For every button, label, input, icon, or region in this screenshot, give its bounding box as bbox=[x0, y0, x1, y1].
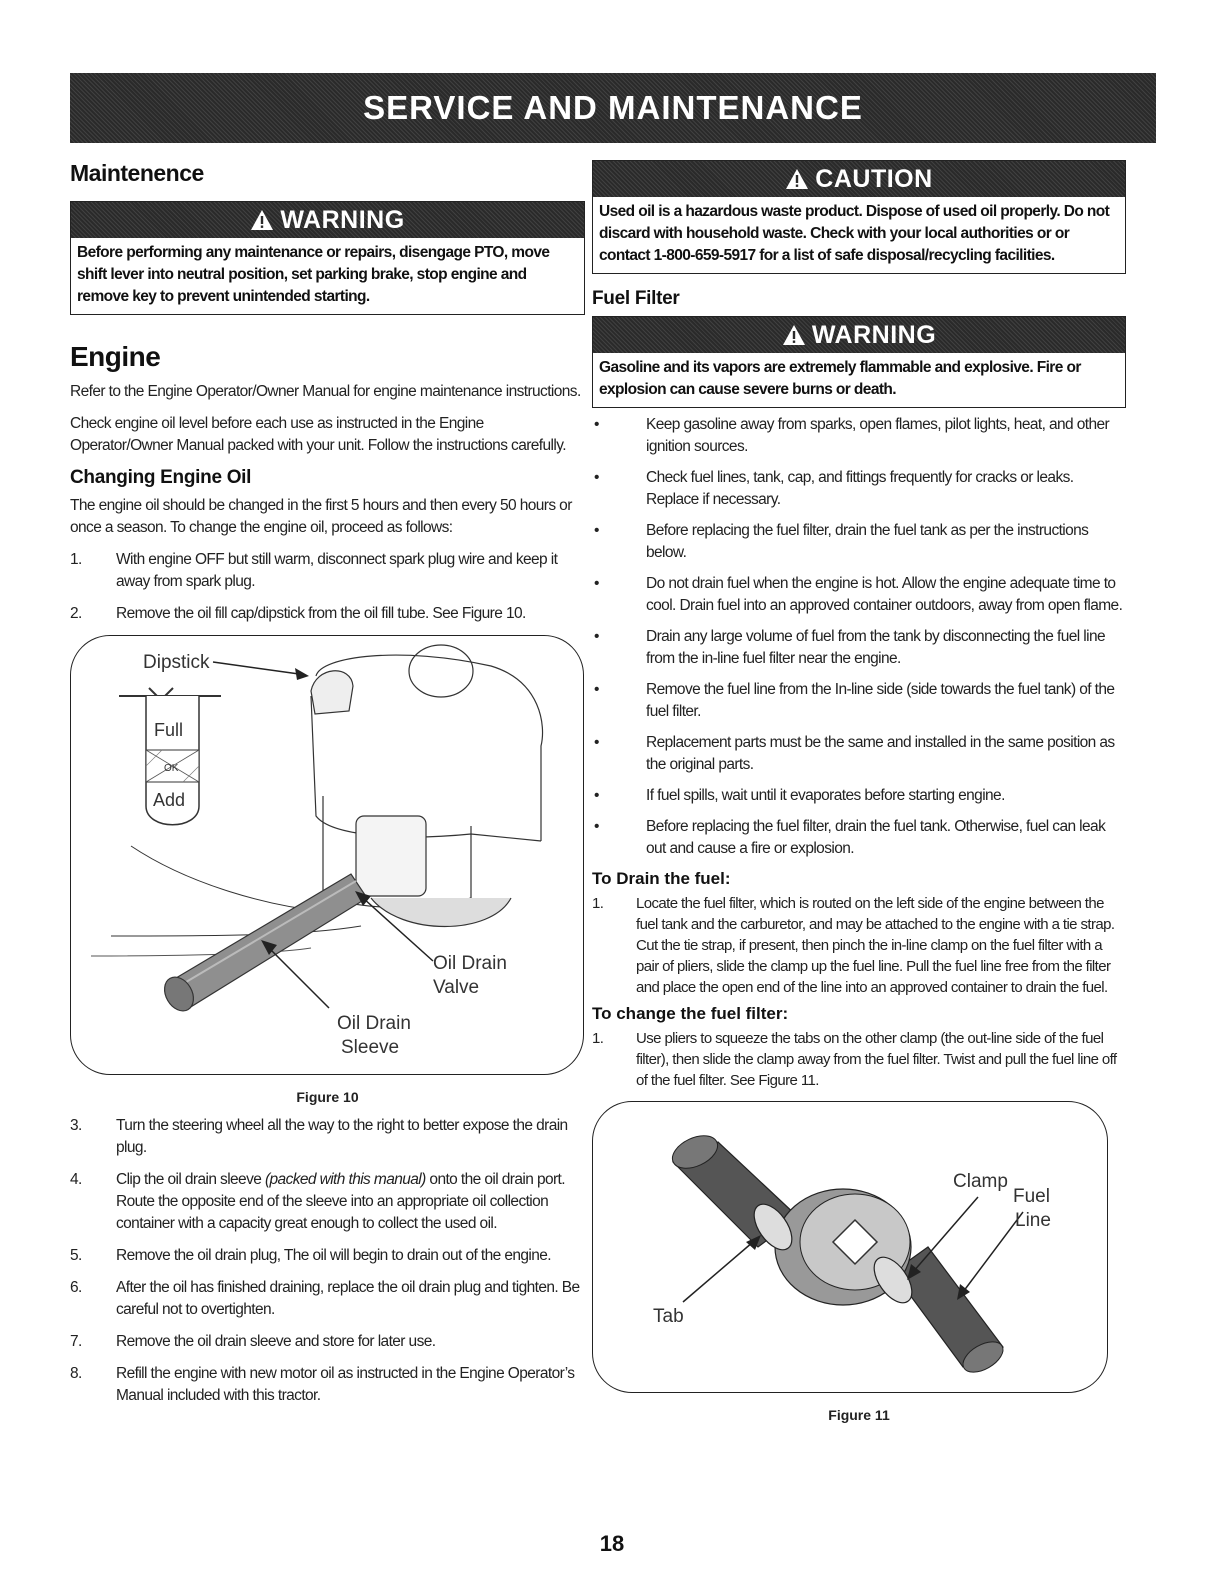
step-number: 2. bbox=[70, 605, 82, 622]
oil-drain-sleeve-label-line1: Oil Drain bbox=[337, 1013, 411, 1034]
step-number: 8. bbox=[70, 1365, 82, 1382]
bullet: • bbox=[594, 681, 599, 698]
warning-triangle-icon bbox=[250, 209, 274, 231]
oil-drain-valve-label-line1: Oil Drain bbox=[433, 953, 507, 974]
engine-paragraph-1: Refer to the Engine Operator/Owner Manual for engine maintenance instructions. bbox=[70, 383, 581, 400]
add-label: Add bbox=[153, 790, 186, 810]
change-filter-steps bbox=[592, 1028, 1126, 1091]
warning-text: Before performing any maintenance or repairs, disengage PTO, move shift lever into neutral position, set parking brake, stop engine and remove key to prevent unintended starting. bbox=[77, 244, 550, 305]
list-item bbox=[592, 520, 1126, 564]
step-text: Remove the oil fill cap/dipstick from the oil fill tube. See Figure 10. bbox=[116, 605, 526, 622]
step-text-part: Clip the oil drain sleeve bbox=[116, 1171, 265, 1188]
dipstick-arrowhead bbox=[295, 668, 309, 680]
ok-label: OK bbox=[164, 763, 179, 774]
step-text-part: onto the oil drain port. Route the opposite end of the sleeve into an appropriate oil collection container with a capacity great enough to collect the used oil. bbox=[116, 1171, 565, 1232]
caution-box bbox=[592, 160, 1126, 274]
step-number: 4. bbox=[70, 1171, 82, 1188]
dipstick-cap bbox=[311, 671, 353, 714]
step-text: Refill the engine with new motor oil as instructed in the Engine Operator’s Manual included with this tractor. bbox=[116, 1365, 575, 1404]
step-text-emphasis: (packed with this manual) bbox=[264, 1171, 426, 1188]
list-item bbox=[592, 573, 1126, 617]
engine-paragraph-2: Check engine oil level before each use as instructed in the Engine Operator/Owner Manual packed with your unit. Follow the instructions carefully. bbox=[70, 415, 566, 454]
list-item bbox=[70, 1169, 585, 1235]
caution-title: CAUTION bbox=[815, 164, 933, 193]
change-filter-heading: To change the fuel filter: bbox=[592, 1004, 789, 1023]
bullet: • bbox=[594, 628, 599, 645]
list-item bbox=[70, 1331, 585, 1353]
bullet-text: Drain any large volume of fuel from the tank by disconnecting the fuel line from the in-line fuel filter near the engine. bbox=[646, 628, 1106, 667]
figure-11-caption: Figure 11 bbox=[828, 1407, 890, 1423]
fuel-line-label-line2: Line bbox=[1015, 1210, 1051, 1231]
bullet: • bbox=[594, 522, 599, 539]
bullet-text: Before replacing the fuel filter, drain the fuel tank as per the instructions below. bbox=[646, 522, 1089, 561]
engine-base bbox=[371, 898, 511, 927]
fuel-line-lower bbox=[893, 1247, 1008, 1378]
changing-oil-paragraph: The engine oil should be changed in the first 5 hours and then every 50 hours or once a season. To change the engine oil, proceed as follows: bbox=[70, 497, 572, 536]
fuel-warning-text: Gasoline and its vapors are extremely flammable and explosive. Fire or explosion can cause severe burns or death. bbox=[599, 359, 1081, 398]
bullet: • bbox=[594, 734, 599, 751]
step-text: Remove the oil drain plug, The oil will begin to drain out of the engine. bbox=[116, 1247, 551, 1264]
list-item bbox=[592, 679, 1126, 723]
bullet: • bbox=[594, 787, 599, 804]
list-item bbox=[70, 1277, 585, 1321]
figure-10-caption: Figure 10 bbox=[296, 1089, 359, 1105]
fill-tube-opening bbox=[409, 645, 473, 697]
bullet-text: Replacement parts must be the same and installed in the same position as the original parts. bbox=[646, 734, 1115, 773]
warning-header bbox=[71, 202, 584, 238]
fuel-line-leader-line bbox=[963, 1212, 1023, 1292]
left-column bbox=[70, 160, 585, 1417]
dipstick-label: Dipstick bbox=[143, 652, 210, 673]
step-text: After the oil has finished draining, replace the oil drain plug and tighten. Be careful not to overtighten. bbox=[116, 1279, 580, 1318]
step-text: Turn the steering wheel all the way to the right to better expose the drain plug. bbox=[116, 1117, 568, 1156]
fuel-filter-illustration bbox=[593, 1102, 1107, 1392]
right-column bbox=[592, 160, 1126, 1433]
bullet-text: Remove the fuel line from the In-line side (side towards the fuel tank) of the fuel filter. bbox=[646, 681, 1115, 720]
fuel-safety-bullets bbox=[592, 414, 1126, 860]
list-item bbox=[70, 603, 585, 625]
list-item bbox=[592, 785, 1126, 807]
fuel-warning-header bbox=[593, 317, 1125, 353]
fuel-warning-title: WARNING bbox=[811, 320, 937, 349]
step-number: 1. bbox=[592, 1030, 604, 1047]
warning-triangle-icon bbox=[782, 324, 806, 346]
bullet-text: Keep gasoline away from sparks, open flames, pilot lights, heat, and other ignition sources. bbox=[646, 416, 1110, 455]
step-text: Locate the fuel filter, which is routed on the left side of the engine between the fuel tank and the carburetor, and may be attached to the engine with a tie strap. Cut the tie strap, if present, then pinch the in-line clamp on the fuel filter with a pair of pliers, slide the clamp up the fuel line. Pull the fuel line free from the filter and place the open end of the line into an approved container to drain the fuel. bbox=[636, 895, 1115, 996]
frame-line bbox=[131, 846, 321, 911]
sleeve-leader-line bbox=[269, 948, 329, 1008]
engine-block bbox=[311, 696, 541, 841]
list-item bbox=[592, 816, 1126, 860]
figure-11-fuel-filter-diagram bbox=[592, 1101, 1108, 1393]
list-item bbox=[70, 1245, 585, 1267]
section-title: SERVICE AND MAINTENANCE bbox=[363, 89, 863, 126]
warning-triangle-icon bbox=[785, 168, 809, 190]
warning-title: WARNING bbox=[280, 205, 405, 234]
bullet-text: If fuel spills, wait until it evaporates before starting engine. bbox=[646, 787, 1005, 804]
bullet: • bbox=[594, 469, 599, 486]
oil-drain-sleeve-label-line2: Sleeve bbox=[341, 1037, 400, 1058]
bullet: • bbox=[594, 818, 599, 835]
list-item bbox=[592, 893, 1126, 998]
drain-fuel-heading: To Drain the fuel: bbox=[592, 869, 731, 888]
fuel-warning-box bbox=[592, 316, 1126, 408]
list-item bbox=[592, 467, 1126, 511]
clamp-label: Clamp bbox=[953, 1171, 1008, 1192]
fuel-filter-heading: Fuel Filter bbox=[592, 288, 680, 309]
bullet-text: Do not drain fuel when the engine is hot. Allow the engine adequate time to cool. Drain fuel into an approved container outdoors, away from open flame. bbox=[646, 575, 1123, 614]
step-number: 6. bbox=[70, 1279, 82, 1296]
changing-oil-heading: Changing Engine Oil bbox=[70, 467, 252, 488]
list-item bbox=[70, 1363, 585, 1407]
step-number: 5. bbox=[70, 1247, 82, 1264]
step-text: Remove the oil drain sleeve and store for later use. bbox=[116, 1333, 436, 1350]
bullet: • bbox=[594, 416, 599, 433]
step-text: Use pliers to squeeze the tabs on the other clamp (the out-line side of the fuel filter), then slide the clamp away from the fuel filter. Twist and pull the fuel line off of the fuel filter. See Figure 11. bbox=[636, 1030, 1117, 1089]
list-item bbox=[70, 549, 585, 593]
full-label: Full bbox=[154, 720, 184, 740]
step-text: With engine OFF but still warm, disconnect spark plug wire and keep it away from spark plug. bbox=[116, 551, 558, 590]
clamp-leader-line bbox=[913, 1197, 978, 1272]
filter-housing bbox=[356, 816, 426, 896]
engine-oil-drain-illustration bbox=[71, 636, 583, 1074]
list-item bbox=[592, 626, 1126, 670]
page-number: 18 bbox=[599, 1531, 625, 1556]
figure-10-dipstick-diagram bbox=[70, 635, 584, 1075]
oil-steps-list-a bbox=[70, 549, 585, 625]
step-text bbox=[116, 1169, 585, 1235]
oil-drain-sleeve bbox=[159, 874, 367, 1016]
bullet: • bbox=[594, 575, 599, 592]
list-item bbox=[592, 1028, 1126, 1091]
step-number: 3. bbox=[70, 1117, 82, 1134]
step-number: 1. bbox=[70, 551, 82, 568]
caution-text: Used oil is a hazardous waste product. Dispose of used oil properly. Do not discard with household waste. Check with your local authorities or or contact 1-800-659-5917 for a list of safe disposal/recycling facilities. bbox=[599, 203, 1110, 264]
oil-drain-valve-label-line2: Valve bbox=[433, 977, 480, 998]
list-item bbox=[70, 1115, 585, 1159]
frame-line bbox=[111, 926, 361, 936]
dipstick-leader-line bbox=[213, 662, 299, 674]
tab-label: Tab bbox=[653, 1306, 684, 1327]
drain-fuel-steps bbox=[592, 893, 1126, 998]
tab-leader-line bbox=[683, 1242, 753, 1302]
maintenance-heading: Maintenence bbox=[70, 160, 204, 186]
list-item bbox=[592, 414, 1126, 458]
warning-box bbox=[70, 201, 585, 315]
step-number: 1. bbox=[592, 895, 604, 912]
oil-steps-list-b bbox=[70, 1115, 585, 1407]
bullet-text: Check fuel lines, tank, cap, and fittings frequently for cracks or leaks. Replace if necessary. bbox=[646, 469, 1074, 508]
engine-heading: Engine bbox=[70, 341, 161, 372]
list-item bbox=[592, 732, 1126, 776]
step-number: 7. bbox=[70, 1333, 82, 1350]
fuel-line-label-line1: Fuel bbox=[1013, 1186, 1050, 1207]
bullet-text: Before replacing the fuel filter, drain the fuel tank. Otherwise, fuel can leak out and cause a fire or explosion. bbox=[646, 818, 1106, 857]
caution-header bbox=[593, 161, 1125, 197]
section-title-bar bbox=[70, 73, 1156, 143]
